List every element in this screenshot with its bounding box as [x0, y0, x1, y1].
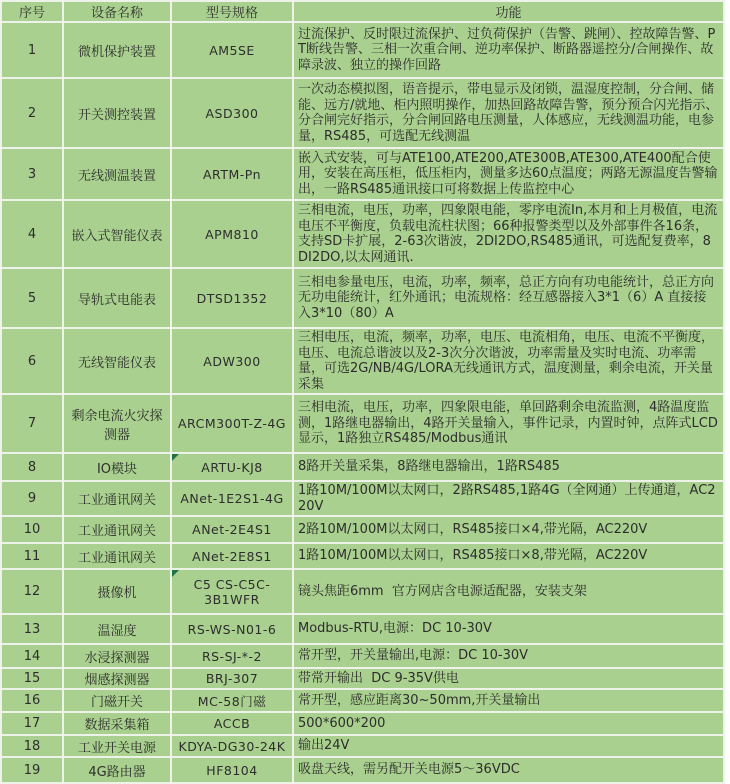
function-cell-text: 1路10M/100M以太网口，2路RS485,1路4G（全网通）上传通道，AC220V — [298, 483, 716, 514]
model-spec-cell-text: ADW300 — [203, 353, 261, 369]
function-cell-text: 三相电参量电压，电流，功率，频率，总正方向有功电能统计，总正方向无功电能统计，红外通讯；电流规格：经互感器接入3*1（6）A 直接接入3*10（80）A — [298, 274, 715, 321]
row-number-cell[interactable] — [1, 200, 63, 268]
model-spec-cell[interactable] — [171, 328, 293, 394]
function-cell[interactable] — [293, 735, 724, 757]
row-number-cell-text: 10 — [23, 522, 41, 537]
function-cell-text: 8路开关量采集，8路继电器输出，1路RS485 — [298, 459, 560, 475]
model-spec-cell-text: C5 CS-C5C-3B1WFR — [193, 576, 271, 607]
row-number-cell[interactable] — [1, 712, 63, 735]
device-name-cell[interactable] — [63, 200, 171, 268]
device-name-cell[interactable] — [63, 543, 171, 569]
function-cell[interactable] — [293, 200, 724, 268]
table-row — [1, 148, 724, 200]
row-number-cell-text: 15 — [23, 671, 41, 686]
row-number-cell[interactable] — [1, 644, 63, 668]
row-number-cell[interactable] — [1, 757, 63, 783]
row-number-cell-text: 12 — [23, 584, 41, 599]
function-cell-text: 过流保护、反时限过流保护、过负荷保护（告警、跳闸）、控故障告警、PT断线告警、三相一次重合闸、逆功率保护、断路器遥控分/合闸操作、故障录波、独立的操作回路 — [298, 26, 716, 73]
function-cell-text: 一次动态模拟图，语音提示，带电显示及闭锁，温湿度控制，分合闸、储能、远方/就地、柜内照明操作，加热回路故障告警，预分预合闪光指示、分合闸完好指示，分合闸回路电压测量，人体感应，无线测温功能，电参量，RS485，可选配无线测温 — [298, 82, 719, 144]
function-cell[interactable] — [293, 453, 724, 481]
row-number-cell-text: 9 — [27, 491, 37, 506]
row-number-cell[interactable] — [1, 481, 63, 516]
function-cell-text: 吸盘天线，需另配开关电源5～36VDC — [298, 762, 520, 778]
row-number-cell-text: 2 — [27, 105, 37, 121]
device-name-cell[interactable] — [63, 268, 171, 328]
device-name-cell-text: 温湿度 — [97, 623, 137, 639]
function-cell[interactable] — [293, 22, 724, 78]
device-name-cell[interactable] — [63, 735, 171, 757]
model-spec-cell-text: MC-58门磁 — [197, 693, 267, 709]
device-name-cell[interactable] — [63, 757, 171, 783]
device-name-cell-text: 4G路由器 — [88, 764, 146, 780]
table-row — [1, 453, 724, 481]
row-number-cell[interactable] — [1, 516, 63, 543]
row-number-cell-text: 14 — [23, 648, 41, 664]
model-spec-cell[interactable] — [171, 757, 293, 783]
device-name-cell[interactable] — [63, 481, 171, 516]
model-spec-cell-text: AM5SE — [209, 42, 255, 58]
header-cell-device[interactable]: 设备名称 — [63, 1, 171, 22]
header-cell-model[interactable]: 型号规格 — [171, 1, 293, 22]
row-number-cell-text: 5 — [27, 290, 37, 306]
table-row — [1, 757, 724, 783]
table-row — [1, 394, 724, 453]
model-spec-cell[interactable] — [171, 543, 293, 569]
model-spec-cell-text: ARTU-KJ8 — [201, 459, 263, 475]
row-number-cell[interactable] — [1, 689, 63, 712]
function-cell-text: 常开型，感应距离30~50mm,开关量输出 — [298, 692, 541, 708]
function-cell-text: 三相电压，电流，频率，功率，电压、电流相角，电压、电流不平衡度，电压、电流总谐波以及2-3次分次谐波，功率需量及实时电流、功率需量，可选2G/NB/4G/LORA无线通讯方式，温度测量，剩余电流，开关量采集 — [298, 330, 715, 392]
header-cell-index[interactable]: 序号 — [1, 1, 63, 22]
function-cell[interactable] — [293, 644, 724, 668]
device-name-cell-text: 开关测控装置 — [77, 107, 156, 123]
function-cell[interactable] — [293, 569, 724, 614]
function-cell-text: 嵌入式安装，可与ATE100,ATE200,ATE300B,ATE300,ATE400配合使用，安装在高压柜，低压柜内，测量多达60点温度；两路无源温度告警输出，一路RS485通讯接口可将数据上传监控中心 — [298, 150, 718, 197]
function-cell[interactable] — [293, 328, 724, 394]
table-row — [1, 268, 724, 328]
device-name-cell[interactable] — [63, 328, 171, 394]
device-name-cell-text: 数据采集箱 — [84, 718, 150, 733]
model-spec-cell-text: RS-WS-N01-6 — [187, 621, 277, 637]
device-name-cell[interactable] — [63, 689, 171, 712]
row-number-cell[interactable] — [1, 569, 63, 614]
row-number-cell[interactable] — [1, 78, 63, 148]
table-row — [1, 644, 724, 668]
device-name-cell[interactable] — [63, 394, 171, 453]
device-name-cell-text: 工业通讯网关 — [77, 550, 156, 566]
device-name-cell-text: 嵌入式智能仪表 — [71, 228, 163, 244]
row-number-cell-text: 1 — [27, 42, 37, 58]
model-spec-cell-text: ANet-1E2S1-4G — [180, 491, 284, 506]
function-cell[interactable] — [293, 757, 724, 783]
table-row — [1, 569, 724, 614]
device-name-cell[interactable] — [63, 614, 171, 644]
device-name-cell-text: 工业开关电源 — [77, 740, 156, 756]
model-spec-cell[interactable] — [171, 712, 293, 735]
function-cell-text: Modbus-RTU,电源：DC 10-30V — [298, 621, 492, 637]
table-row — [1, 614, 724, 644]
table-row — [1, 516, 724, 543]
model-spec-cell-text: BRJ-307 — [205, 671, 259, 686]
function-cell[interactable] — [293, 481, 724, 516]
function-cell-text: 镜头焦距6mm 官方网店含电源适配器，安装支架 — [298, 583, 587, 599]
function-cell[interactable] — [293, 268, 724, 328]
function-cell[interactable] — [293, 78, 724, 148]
table-header-row — [1, 1, 724, 22]
function-cell-text: 1路10M/100M以太网口，RS485接口×8,带光隔，AC220V — [298, 548, 648, 564]
header-cell-function[interactable]: 功能 — [293, 1, 724, 22]
device-name-cell[interactable] — [63, 453, 171, 481]
row-number-cell-text: 6 — [27, 353, 37, 369]
device-name-cell-text: 剩余电流火灾探测器 — [71, 408, 163, 443]
table-row — [1, 22, 724, 78]
function-cell-text: 三相电流，电压，功率，四象限电能，单回路剩余电流监测，4路温度监测，1路继电器输出，4路开关量输入，事件记录，内置时钟，点阵式LCD显示，1路独立RS485/Modbus通讯 — [298, 400, 718, 447]
device-name-cell[interactable] — [63, 712, 171, 735]
model-spec-cell[interactable] — [171, 614, 293, 644]
model-spec-cell-text: DTSD1352 — [196, 290, 268, 306]
model-spec-cell[interactable] — [171, 689, 293, 712]
model-spec-cell[interactable] — [171, 644, 293, 668]
function-cell[interactable] — [293, 516, 724, 543]
device-name-cell-text: 微机保护装置 — [77, 44, 156, 60]
row-number-cell-text: 11 — [23, 548, 41, 564]
device-name-cell-text: 工业通讯网关 — [77, 493, 156, 508]
row-number-cell[interactable] — [1, 543, 63, 569]
model-spec-cell-text: ASD300 — [205, 105, 259, 121]
model-spec-cell-text: ACCB — [213, 716, 251, 731]
device-name-cell-text: 无线测温装置 — [77, 168, 156, 184]
function-cell[interactable] — [293, 689, 724, 712]
table-row — [1, 712, 724, 735]
table-row — [1, 78, 724, 148]
row-number-cell-text: 4 — [27, 226, 37, 242]
table-row — [1, 689, 724, 712]
table-row — [1, 481, 724, 516]
model-spec-cell[interactable] — [171, 22, 293, 78]
model-spec-cell-text: KDYA-DG30-24K — [178, 738, 286, 754]
model-spec-cell[interactable] — [171, 148, 293, 200]
function-cell[interactable] — [293, 148, 724, 200]
model-spec-cell[interactable] — [171, 516, 293, 543]
model-spec-cell[interactable] — [171, 268, 293, 328]
function-cell[interactable] — [293, 394, 724, 453]
row-number-cell[interactable] — [1, 453, 63, 481]
model-spec-cell[interactable] — [171, 735, 293, 757]
device-name-cell[interactable] — [63, 569, 171, 614]
function-cell-text: 常开型，开关量输出,电源：DC 10-30V — [298, 648, 529, 664]
table-row — [1, 543, 724, 569]
row-number-cell[interactable] — [1, 22, 63, 78]
row-number-cell-text: 13 — [23, 621, 41, 637]
row-number-cell-text: 8 — [27, 459, 37, 475]
row-number-cell[interactable] — [1, 668, 63, 689]
row-number-cell[interactable] — [1, 394, 63, 453]
model-spec-cell-text: ANet-2E8S1 — [192, 548, 272, 564]
device-name-cell-text: 摄像机 — [97, 586, 137, 601]
model-spec-cell-text: APM810 — [205, 226, 259, 242]
table-row — [1, 735, 724, 757]
device-name-cell-text: 烟感探测器 — [84, 673, 150, 688]
function-cell[interactable] — [293, 712, 724, 735]
model-spec-cell-text: RS-SJ-*-2 — [201, 648, 263, 664]
device-name-cell-text: IO模块 — [96, 461, 138, 477]
row-number-cell-text: 16 — [23, 693, 41, 708]
device-name-cell[interactable] — [63, 22, 171, 78]
device-name-cell[interactable] — [63, 516, 171, 543]
function-cell-text: 三相电流，电压，功率，四象限电能，零序电流In,本月和上月极值，电流电压不平衡度，负载电流柱状图；66种报警类型以及外部事件各16条，支持SD卡扩展，2-63次谐波，2DI2DO,RS485通讯，可选配复费率，8DI2DO,以太网通讯. — [298, 203, 718, 265]
model-spec-cell[interactable] — [171, 668, 293, 689]
row-number-cell-text: 7 — [27, 416, 37, 431]
row-number-cell[interactable] — [1, 268, 63, 328]
function-cell-text: 2路10M/100M以太网口，RS485接口×4,带光隔，AC220V — [298, 521, 648, 537]
row-number-cell[interactable] — [1, 148, 63, 200]
device-name-cell-text: 导轨式电能表 — [77, 292, 156, 308]
device-name-cell-text: 水浸探测器 — [84, 650, 150, 666]
device-name-cell[interactable] — [63, 78, 171, 148]
table-row — [1, 328, 724, 394]
row-number-cell-text: 3 — [27, 166, 37, 182]
row-number-cell[interactable] — [1, 735, 63, 757]
equipment-table-body — [1, 22, 724, 783]
device-name-cell-text: 工业通讯网关 — [77, 524, 156, 539]
flag-triangle-icon — [172, 454, 179, 461]
model-spec-cell[interactable] — [171, 394, 293, 453]
model-spec-cell[interactable] — [171, 569, 293, 614]
model-spec-cell[interactable] — [171, 78, 293, 148]
row-number-cell-text: 18 — [23, 738, 41, 754]
model-spec-cell-text: ANet-2E4S1 — [192, 522, 272, 537]
function-cell-text: 500*600*200 — [298, 715, 386, 731]
model-spec-cell-text: ARCM300T-Z-4G — [178, 416, 286, 431]
function-cell[interactable] — [293, 668, 724, 689]
row-number-cell-text: 19 — [23, 762, 41, 778]
model-spec-cell-text: HF8104 — [206, 762, 258, 778]
table-row — [1, 200, 724, 268]
function-cell-text: 输出24V — [298, 738, 350, 754]
function-cell[interactable] — [293, 543, 724, 569]
device-name-cell[interactable] — [63, 148, 171, 200]
row-number-cell[interactable] — [1, 614, 63, 644]
row-number-cell-text: 17 — [23, 716, 41, 731]
model-spec-cell-text: ARTM-Pn — [203, 166, 261, 182]
function-cell[interactable] — [293, 614, 724, 644]
device-name-cell-text: 门磁开关 — [90, 695, 143, 710]
function-cell-text: 带常开输出 DC 9-35V供电 — [298, 670, 459, 686]
device-name-cell[interactable] — [63, 644, 171, 668]
row-number-cell[interactable] — [1, 328, 63, 394]
device-name-cell[interactable] — [63, 668, 171, 689]
device-name-cell-text: 无线智能仪表 — [77, 355, 156, 371]
flag-triangle-icon — [172, 570, 179, 577]
model-spec-cell[interactable] — [171, 481, 293, 516]
table-row — [1, 668, 724, 689]
model-spec-cell[interactable] — [171, 200, 293, 268]
model-spec-cell[interactable] — [171, 453, 293, 481]
